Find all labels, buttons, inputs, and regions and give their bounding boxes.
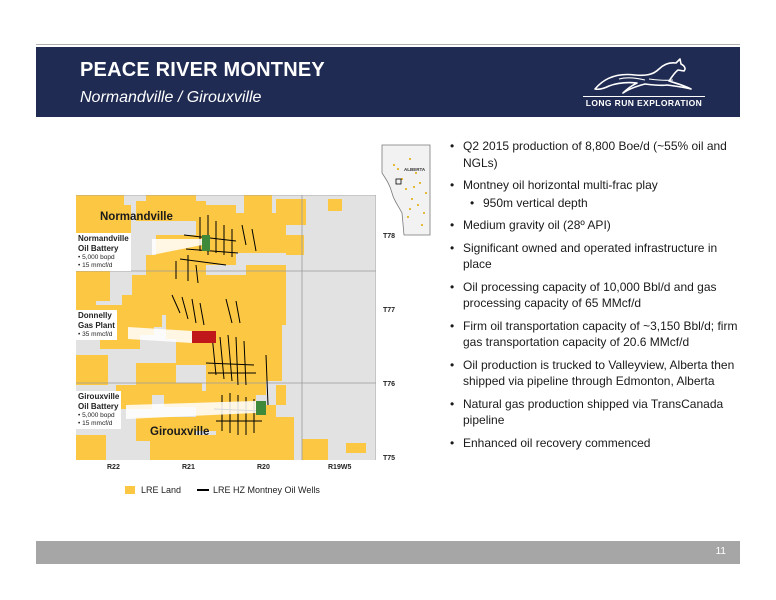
slide-header [36,47,740,117]
area-label-normandville: Normandville [100,211,173,223]
slide-footer [36,541,740,564]
company-logo [579,55,709,111]
bullet-item: • Montney oil horizontal multi-frac play [450,177,740,194]
legend-land-label: LRE Land [141,485,182,495]
land-map [76,195,376,460]
range-label: R20 [257,464,270,471]
slide-title: PEACE RIVER MONTNEY [80,59,325,81]
area-label-girouxville: Girouxville [150,426,210,438]
wells-swatch [197,489,209,491]
bullet-item: • Oil production is trucked to Valleyview, Alberta then shipped via pipeline through Edmonton, Alberta [450,357,740,390]
key-points-list [450,138,740,457]
top-divider [36,44,740,45]
alberta-inset-map [380,143,446,237]
range-label: R21 [182,464,195,471]
bullet-item: • Natural gas production shipped via TransCanada pipeline [450,396,740,429]
alberta-outline [380,143,446,237]
slide-subtitle: Normandville / Girouxville [80,89,262,106]
logo-text: LONG RUN EXPLORATION [585,98,703,108]
bullet-item: • Firm oil transportation capacity of ~3,150 Bbl/d; firm gas transportation capacity of 20.6 MMcf/d [450,318,740,351]
logo-rule [583,96,705,97]
township-label: T78 [383,233,396,240]
donnelly-gas-plant-label: Donnelly Gas Plant • 35 mmcf/d [78,311,115,338]
legend-wells-label: LRE HZ Montney Oil Wells [213,485,320,495]
township-label: T77 [383,307,396,314]
range-label: R19W5 [328,464,352,471]
township-label: T76 [383,381,396,388]
bullet-item: • Oil processing capacity of 10,000 Bbl/d and gas processing capacity of 65 MMcf/d [450,279,740,312]
sub-bullet-item: • 950m vertical depth [450,195,740,212]
township-label: T75 [383,455,396,462]
bullet-item: • Medium gravity oil (28º API) [450,217,740,234]
bullet-item: • Q2 2015 production of 8,800 Boe/d (~55% oil and NGLs) [450,138,740,171]
land-swatch [125,486,135,494]
bullet-item: • Significant owned and operated infrastructure in place [450,240,740,273]
girouxville-battery-label: Girouxville Oil Battery • 5,000 bopd • 15 mmcf/d [78,392,120,427]
bullet-item: • Enhanced oil recovery commenced [450,435,740,452]
normandville-battery-label: Normandville Oil Battery • 5,000 bopd • 15 mmcf/d [78,234,129,269]
page-number: 11 [715,546,726,557]
inset-province-label: ALBERTA [404,167,426,172]
horse-icon [579,55,709,97]
map-legend [125,485,320,495]
range-label: R22 [107,464,120,471]
